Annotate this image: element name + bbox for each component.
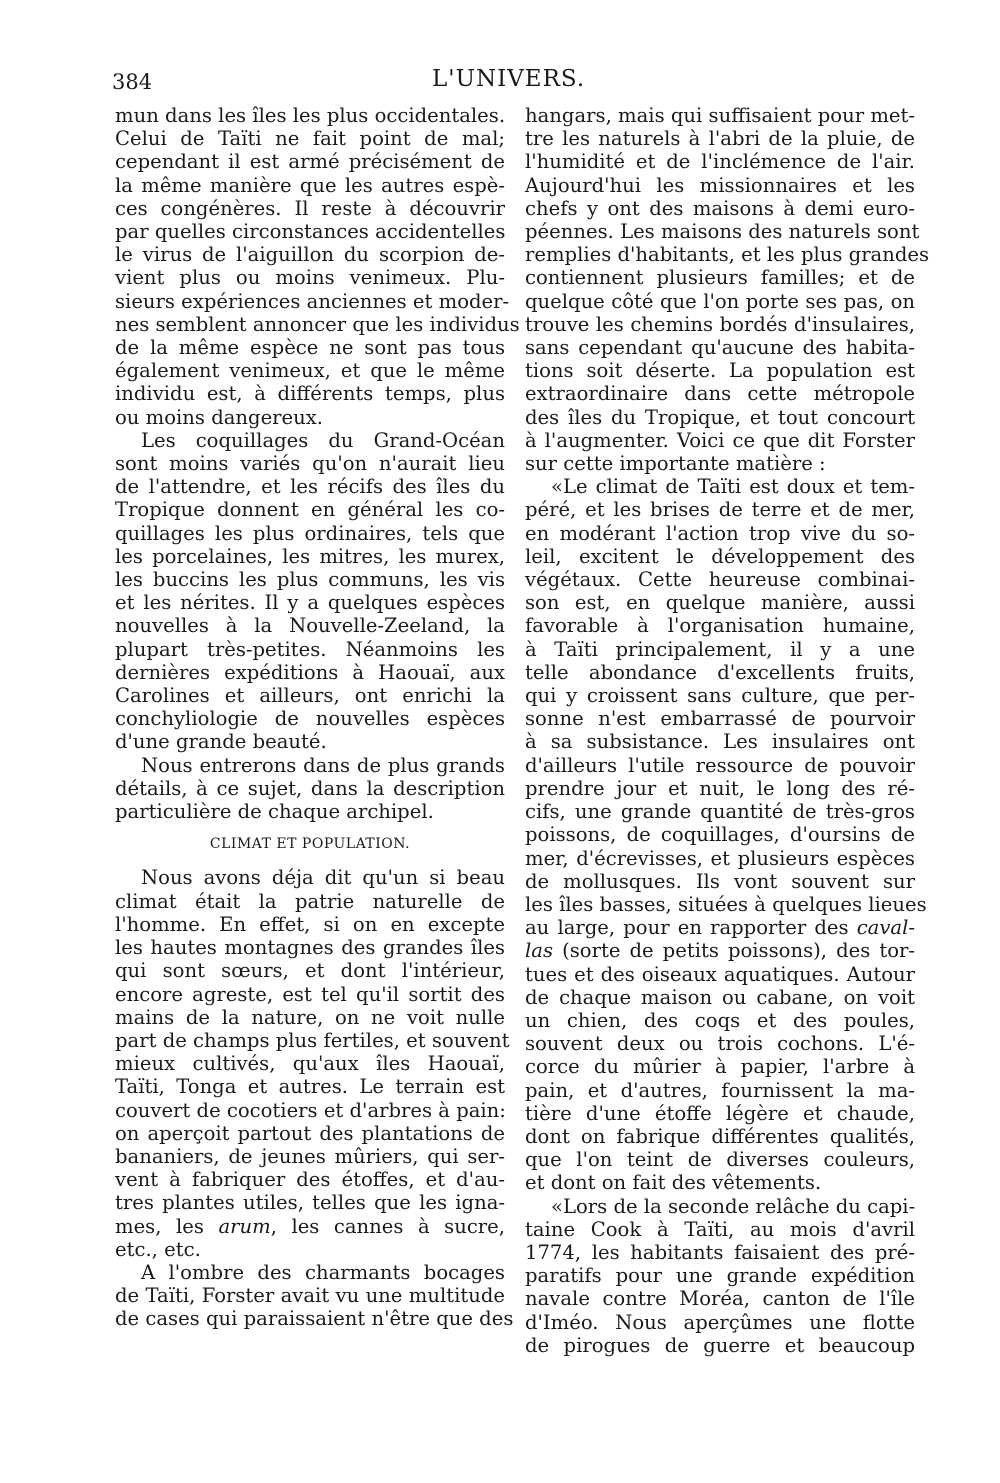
left-column — [115, 104, 520, 1331]
text-line: trouve les chemins bordés d'insulaires, — [525, 312, 915, 336]
text-line: vient plus ou moins venimeux. Plu- — [115, 266, 505, 290]
text-line: navale contre Moréa, canton de l'île — [525, 1287, 915, 1311]
italic-word: las — [525, 939, 554, 963]
text-line: sont moins variés qu'on n'aurait lieu — [115, 452, 505, 476]
text-line: individu est, à différents temps, plus — [115, 382, 505, 406]
text-line: de chaque maison ou cabane, on voit — [525, 985, 915, 1009]
text-line: «Le climat de Taïti est doux et tem- — [551, 475, 915, 499]
text-line: d'une grande beauté. — [115, 730, 327, 754]
text-line: qui y croissent sans culture, que per- — [525, 684, 915, 708]
text-line: tres plantes utiles, telles que les igna- — [115, 1191, 505, 1215]
text-line: quelque côté que l'on porte ses pas, on — [525, 289, 915, 313]
text-line: la même manière que les autres espè- — [115, 173, 505, 197]
text-line: souvent deux ou trois cochons. L'é- — [525, 1032, 915, 1056]
text-line: l'homme. En effet, si on en excepte — [115, 912, 505, 936]
paragraph — [115, 1260, 514, 1331]
text-line: ces congénères. Il reste à découvrir — [115, 196, 505, 220]
text-line: leil, excitent le développement des — [525, 544, 915, 568]
text-line: particulière de chaque archipel. — [115, 800, 434, 824]
text-line: corce du mûrier à papier, l'arbre à — [525, 1055, 915, 1079]
text-line: mieux cultivés, qu'aux îles Haouaï, — [115, 1052, 505, 1076]
text-line: dont on fabrique différentes qualités, — [525, 1124, 915, 1148]
text-line: et les nérites. Il y a quelques espèces — [115, 591, 505, 615]
paragraph — [115, 104, 520, 429]
text-line: part de champs plus fertiles, et souvent — [115, 1028, 510, 1052]
text-line: encore agreste, est tel qu'il sortit des — [115, 982, 505, 1006]
spacer — [115, 856, 505, 866]
paragraph — [115, 429, 505, 754]
text-line: nes semblent annoncer que les individus — [115, 312, 520, 336]
spacer — [115, 823, 505, 833]
text-line: à sa subsistance. Les insulaires ont — [525, 730, 915, 754]
text-line: taine Cook à Taïti, au mois d'avril — [525, 1217, 915, 1241]
text-line: contiennent plusieurs familles; et de — [525, 266, 915, 290]
text-line: conchyliologie de nouvelles espèces — [115, 707, 505, 731]
text-line: vent à fabriquer des étoffes, et d'au- — [115, 1168, 505, 1192]
paragraph — [525, 104, 930, 476]
text-line: en modérant l'action trop vive du so- — [525, 521, 915, 545]
text-line: tière d'une étoffe légère et chaude, — [525, 1101, 915, 1125]
text-line — [525, 939, 915, 962]
text-line: «Lors de la seconde relâche du capi- — [551, 1194, 916, 1218]
text-segment: mes, les — [115, 1214, 219, 1238]
text-line: à Taïti principalement, il y a une — [525, 637, 915, 661]
text-line: sonne n'est embarrassé de pourvoir — [525, 707, 915, 731]
text-line: pain, et d'autres, fournissent la ma- — [525, 1078, 915, 1102]
text-line: et dont on fait des vêtements. — [525, 1171, 822, 1195]
text-line: de Taïti, Forster avait vu une multitude — [115, 1284, 505, 1308]
text-line — [115, 1215, 505, 1238]
text-line: chefs y ont des maisons à demi euro- — [525, 196, 915, 220]
text-line: tues et des oiseaux aquatiques. Autour — [525, 962, 915, 986]
text-line: sur cette importante matière : — [525, 452, 826, 476]
text-line: poissons, de coquillages, d'oursins de — [525, 823, 915, 847]
text-line: péennes. Les maisons des naturels sont — [525, 220, 920, 244]
text-line: remplies d'habitants, et les plus grandes — [525, 243, 930, 267]
italic-word: caval- — [856, 916, 915, 940]
text-line: le virus de l'aiguillon du scorpion de- — [115, 243, 505, 267]
text-line: les porcelaines, les mitres, les murex, — [115, 544, 505, 568]
text-line: par quelles circonstances accidentelles — [115, 220, 506, 244]
text-line: un chien, des coqs et des poules, — [525, 1008, 915, 1032]
text-line: Tropique donnent en général les co- — [115, 498, 505, 522]
text-line: couvert de cocotiers et d'arbres à pain: — [115, 1098, 506, 1122]
text-line: les buccins les plus communs, les vis — [115, 568, 505, 592]
text-line: cifs, une grande quantité de très-gros — [525, 800, 915, 824]
text-line: mer, d'écrevisses, et plusieurs espèces — [525, 846, 915, 870]
text-line: cependant il est armé précisément de — [115, 150, 505, 174]
text-line: extraordinaire dans cette métropole — [525, 382, 915, 406]
text-line: de mollusques. Ils vont souvent sur — [525, 869, 915, 893]
text-line: de la même espèce ne sont pas tous — [115, 336, 505, 360]
text-line: les hautes montagnes des grandes îles — [115, 936, 505, 960]
text-line: Nous entrerons dans de plus grands — [141, 753, 505, 777]
right-column — [525, 104, 930, 1357]
text-line: à l'augmenter. Voici ce que dit Forster — [525, 428, 915, 452]
text-line: qui sont sœurs, et dont l'intérieur, — [115, 959, 505, 983]
text-line: également venimeux, et que le même — [115, 359, 505, 383]
text-line: de l'attendre, et les récifs des îles du — [115, 475, 505, 499]
text-line — [525, 916, 915, 939]
text-line: Celui de Taïti ne fait point de mal; — [115, 127, 505, 151]
paragraph — [115, 866, 510, 1261]
text-line: son est, en quelque manière, aussi — [525, 591, 915, 615]
text-line: A l'ombre des charmants bocages — [141, 1260, 505, 1284]
text-line: d'ailleurs l'utile ressource de pouvoir — [525, 753, 915, 777]
text-line: d'Iméo. Nous aperçûmes une flotte — [525, 1310, 915, 1334]
paragraph — [525, 1195, 915, 1357]
text-line: de cases qui paraissaient n'être que des — [115, 1307, 514, 1331]
text-line: tre les naturels à l'abri de la pluie, de — [525, 127, 915, 151]
page-header — [0, 60, 1000, 96]
text-line: tions soit déserte. La population est — [525, 359, 915, 383]
text-line: prendre jour et nuit, le long des ré- — [525, 776, 915, 800]
text-line: telle abondance d'excellents fruits, — [525, 660, 915, 684]
text-line: Nous avons déja dit qu'un si beau — [141, 866, 505, 890]
text-line: mun dans les îles les plus occidentales. — [115, 104, 506, 127]
text-segment: , les cannes à sucre, — [270, 1214, 505, 1238]
text-line: climat était la patrie naturelle de — [115, 889, 505, 913]
text-line: bananiers, de jeunes mûriers, qui ser- — [115, 1144, 505, 1168]
text-line: favorable à l'organisation humaine, — [525, 614, 915, 638]
text-line: sieurs expériences anciennes et moder- — [115, 289, 510, 313]
text-line: etc., etc. — [115, 1237, 201, 1261]
text-line: Carolines et ailleurs, ont enrichi la — [115, 684, 505, 708]
text-segment: au large, pour en rapporter des — [525, 916, 857, 940]
text-line: Taïti, Tonga et autres. Le terrain est — [115, 1075, 505, 1099]
text-line: on aperçoit partout des plantations de — [115, 1121, 505, 1145]
paragraph — [115, 754, 505, 824]
page-number: 384 — [112, 70, 153, 94]
text-line: les îles basses, situées à quelques lieues — [525, 892, 927, 916]
text-line: quillages les plus ordinaires, tels que — [115, 521, 505, 545]
paragraph — [525, 475, 927, 1195]
text-line: détails, à ce sujet, dans la description — [115, 776, 505, 800]
text-line: paratifs pour une grande expédition — [525, 1264, 915, 1288]
text-line: Aujourd'hui les missionnaires et les — [525, 173, 915, 197]
section-heading: CLIMAT ET POPULATION. — [209, 836, 411, 853]
text-line: péré, et les brises de terre et de mer, — [525, 498, 915, 522]
text-line: de pirogues de guerre et beaucoup — [525, 1333, 915, 1357]
text-line: ou moins dangereux. — [115, 405, 324, 429]
text-line: mains de la nature, on ne voit nulle — [115, 1005, 505, 1029]
text-line: nouvelles à la Nouvelle-Zeeland, la — [115, 614, 505, 638]
text-line: 1774, les habitants faisaient des pré- — [525, 1240, 915, 1264]
text-line: l'humidité et de l'inclémence de l'air. — [525, 150, 915, 174]
text-line: végétaux. Cette heureuse combinai- — [525, 568, 915, 592]
text-line: plupart très-petites. Néanmoins les — [115, 637, 505, 661]
text-line: hangars, mais qui suffisaient pour met- — [525, 104, 915, 127]
text-segment: (sorte de petits poissons), des tor- — [553, 939, 915, 963]
text-line: dernières expéditions à Haouaï, aux — [115, 660, 505, 684]
text-line: sans cependant qu'aucune des habita- — [525, 336, 915, 360]
text-line: que l'on teint de diverses couleurs, — [525, 1148, 915, 1172]
running-title: L'UNIVERS. — [432, 66, 586, 92]
italic-word: arum — [218, 1214, 271, 1238]
text-line: Les coquillages du Grand-Océan — [141, 428, 505, 452]
text-line: des îles du Tropique, et tout concourt — [525, 405, 915, 429]
